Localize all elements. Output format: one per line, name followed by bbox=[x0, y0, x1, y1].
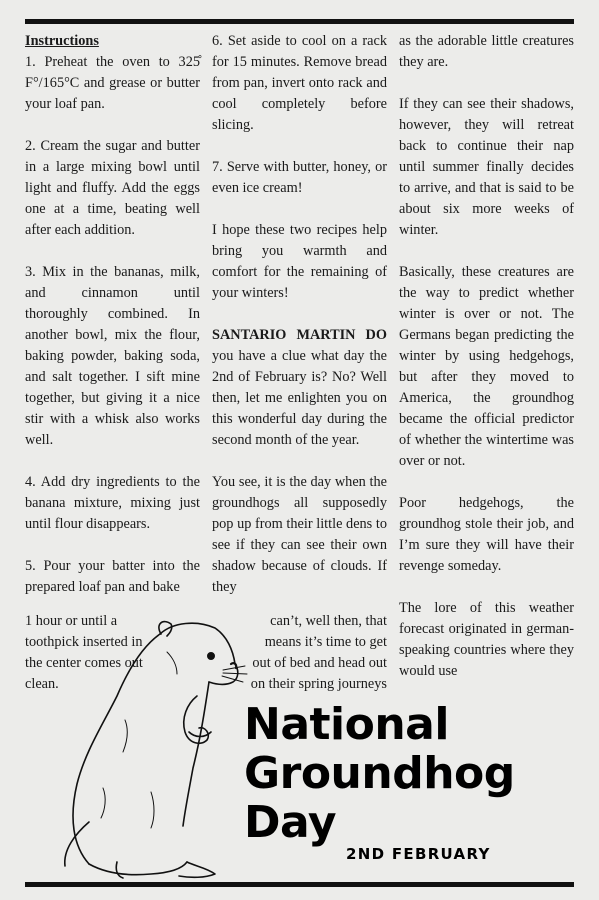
article-para: Poor hedgehogs, the groundhog stole their job, and I’m sure they will have their revenge someday. bbox=[399, 495, 574, 574]
step-1 bbox=[25, 31, 200, 115]
groundhog-illustration-icon bbox=[55, 612, 255, 882]
tail-line: can’t, well then, that bbox=[270, 613, 387, 629]
article-para: as the adorable little creatures they are. bbox=[399, 33, 574, 70]
page-title bbox=[244, 700, 515, 847]
top-rule bbox=[25, 19, 574, 24]
step-5: 5. Pour your batter into the prepared loaf pan and bake bbox=[25, 558, 200, 595]
tail-line: out of bed and head out bbox=[252, 655, 387, 671]
title-line-groundhog: Groundhog bbox=[244, 748, 515, 799]
shadow-paragraph: You see, it is the day when the groundhogs all supposedly pop up from their little dens to see if they can see their own shadow because of clouds. If they bbox=[212, 474, 387, 595]
date-label: 2ND FEBRUARY bbox=[346, 845, 491, 863]
tail-line: means it’s time to get bbox=[264, 634, 387, 650]
step-7: 7. Serve with butter, honey, or even ice cream! bbox=[212, 159, 387, 196]
article-para: The lore of this weather forecast originated in german-speaking countries where they would use bbox=[399, 600, 574, 679]
bottom-rule bbox=[25, 882, 574, 887]
title-line-day: Day bbox=[244, 797, 337, 848]
closing-note: I hope these two recipes help bring you warmth and comfort for the remaining of your winters! bbox=[212, 222, 387, 301]
step-3: 3. Mix in the bananas, milk, and cinnamon until thoroughly combined. In another bowl, mix the flour, baking powder, baking soda, and salt together. I sift mine together, but giving it a nice stir with a whisk also works well. bbox=[25, 264, 200, 448]
step-1-text: 1. Preheat the oven to 325̊ F°/165°C and grease or butter your loaf pan. bbox=[25, 54, 200, 112]
article-intro bbox=[212, 325, 387, 451]
tail-line: on their spring journeys bbox=[250, 676, 387, 692]
step-5-continued: 1 hour or until a toothpick inserted in the center comes out clean. bbox=[25, 613, 143, 692]
right-column bbox=[399, 31, 574, 682]
step-2: 2. Cream the sugar and butter in a large mixing bowl until light and fluffy. Add the eggs one at a time, beating well after each addition. bbox=[25, 138, 200, 238]
middle-column bbox=[212, 31, 387, 598]
instructions-column bbox=[25, 31, 200, 598]
step-6: 6. Set aside to cool on a rack for 15 minutes. Remove bread from pan, invert onto rack and cool completely before slicing. bbox=[212, 33, 387, 133]
step-4: 4. Add dry ingredients to the banana mixture, mixing just until flour disappears. bbox=[25, 474, 200, 532]
title-line-national: National bbox=[244, 699, 449, 750]
article-intro-text: you have a clue what day the 2nd of February is? No? Well then, let me enlighten you on this wonderful day during the second month of the year. bbox=[212, 348, 387, 448]
byline-kicker: SANTARIO MARTIN DO bbox=[212, 327, 387, 343]
article-para: If they can see their shadows, however, they will retreat back to continue their nap until summer finally decides to arrive, and that is said to be about six more weeks of winter. bbox=[399, 96, 574, 238]
article-para: Basically, these creatures are the way to predict whether winter is over or not. The Germans began predicting the winter by using hedgehogs, but after they moved to America, the groundhog became the official predictor of whether the wintertime was over or not. bbox=[399, 264, 574, 469]
instructions-heading: Instructions bbox=[25, 33, 99, 49]
